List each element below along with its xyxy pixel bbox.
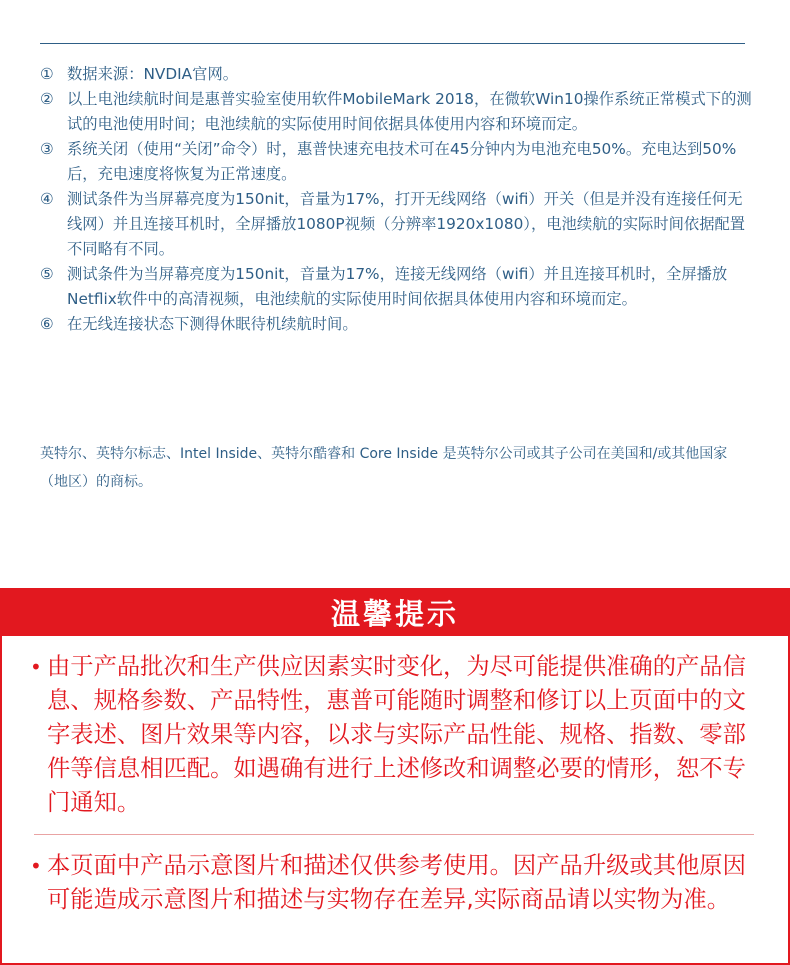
footnote-text: 系统关闭（使用“关闭”命令）时，惠普快速充电技术可在45分钟内为电池充电50%。充电达到50%后，充电速度将恢复为正常速度。	[67, 140, 737, 183]
reminder-item	[30, 650, 760, 820]
footnote-text: 测试条件为当屏幕亮度为150nit，音量为17%，连接无线网络（wifi）并且连接耳机时，全屏播放Netflix软件中的高清视频，电池续航的实际使用时间依据具体使用内容和环境而定。	[67, 265, 728, 308]
footnote-item	[40, 87, 752, 137]
footnote-text: 以上电池续航时间是惠普实验室使用软件MobileMark 2018，在微软Win10操作系统正常模式下的测试的电池使用时间；电池续航的实际使用时间依据具体使用内容和环境而定。	[67, 90, 752, 133]
footnote-item	[40, 137, 752, 187]
reminder-box	[0, 588, 790, 965]
footnote-number: ①	[40, 65, 54, 83]
footnote-item	[40, 262, 752, 312]
reminder-divider	[34, 834, 754, 835]
footnotes-list	[40, 62, 752, 337]
bullet-icon: •	[30, 655, 42, 679]
footnote-item	[40, 187, 752, 262]
trademark-notice: 英特尔、英特尔标志、Intel Inside、英特尔酷睿和 Core Inside 是英特尔公司或其子公司在美国和/或其他国家（地区）的商标。	[40, 446, 728, 490]
reminder-item	[30, 849, 760, 917]
footnote-item	[40, 62, 752, 87]
footnote-number: ⑥	[40, 315, 54, 333]
bullet-icon: •	[30, 854, 42, 878]
footnote-text: 在无线连接状态下测得休眠待机续航时间。	[67, 315, 358, 333]
footnote-number: ③	[40, 140, 54, 158]
reminder-body	[2, 636, 760, 917]
footnote-text: 测试条件为当屏幕亮度为150nit，音量为17%，打开无线网络（wifi）开关（但是并没有连接任何无线网）并且连接耳机时，全屏播放1080P视频（分辨率1920x1080），电池续航的实际时间依据配置不同略有不同。	[67, 190, 746, 258]
footnote-text: 数据来源：NVDIA官网。	[67, 65, 239, 83]
footnote-number: ⑤	[40, 265, 54, 283]
top-divider	[40, 43, 745, 44]
footnote-item	[40, 312, 752, 337]
reminder-title: 温馨提示	[2, 590, 788, 636]
footnote-number: ④	[40, 190, 54, 208]
reminder-text: 由于产品批次和生产供应因素实时变化，为尽可能提供准确的产品信息、规格参数、产品特性，惠普可能随时调整和修订以上页面中的文字表述、图片效果等内容，以求与实际产品性能、规格、指数、零部件等信息相匹配。如遇确有进行上述修改和调整必要的情形，恕不专门通知。	[47, 653, 746, 816]
footnote-number: ②	[40, 90, 54, 108]
reminder-text: 本页面中产品示意图片和描述仅供参考使用。因产品升级或其他原因可能造成示意图片和描述与实物存在差异,实际商品请以实物为准。	[47, 852, 746, 913]
